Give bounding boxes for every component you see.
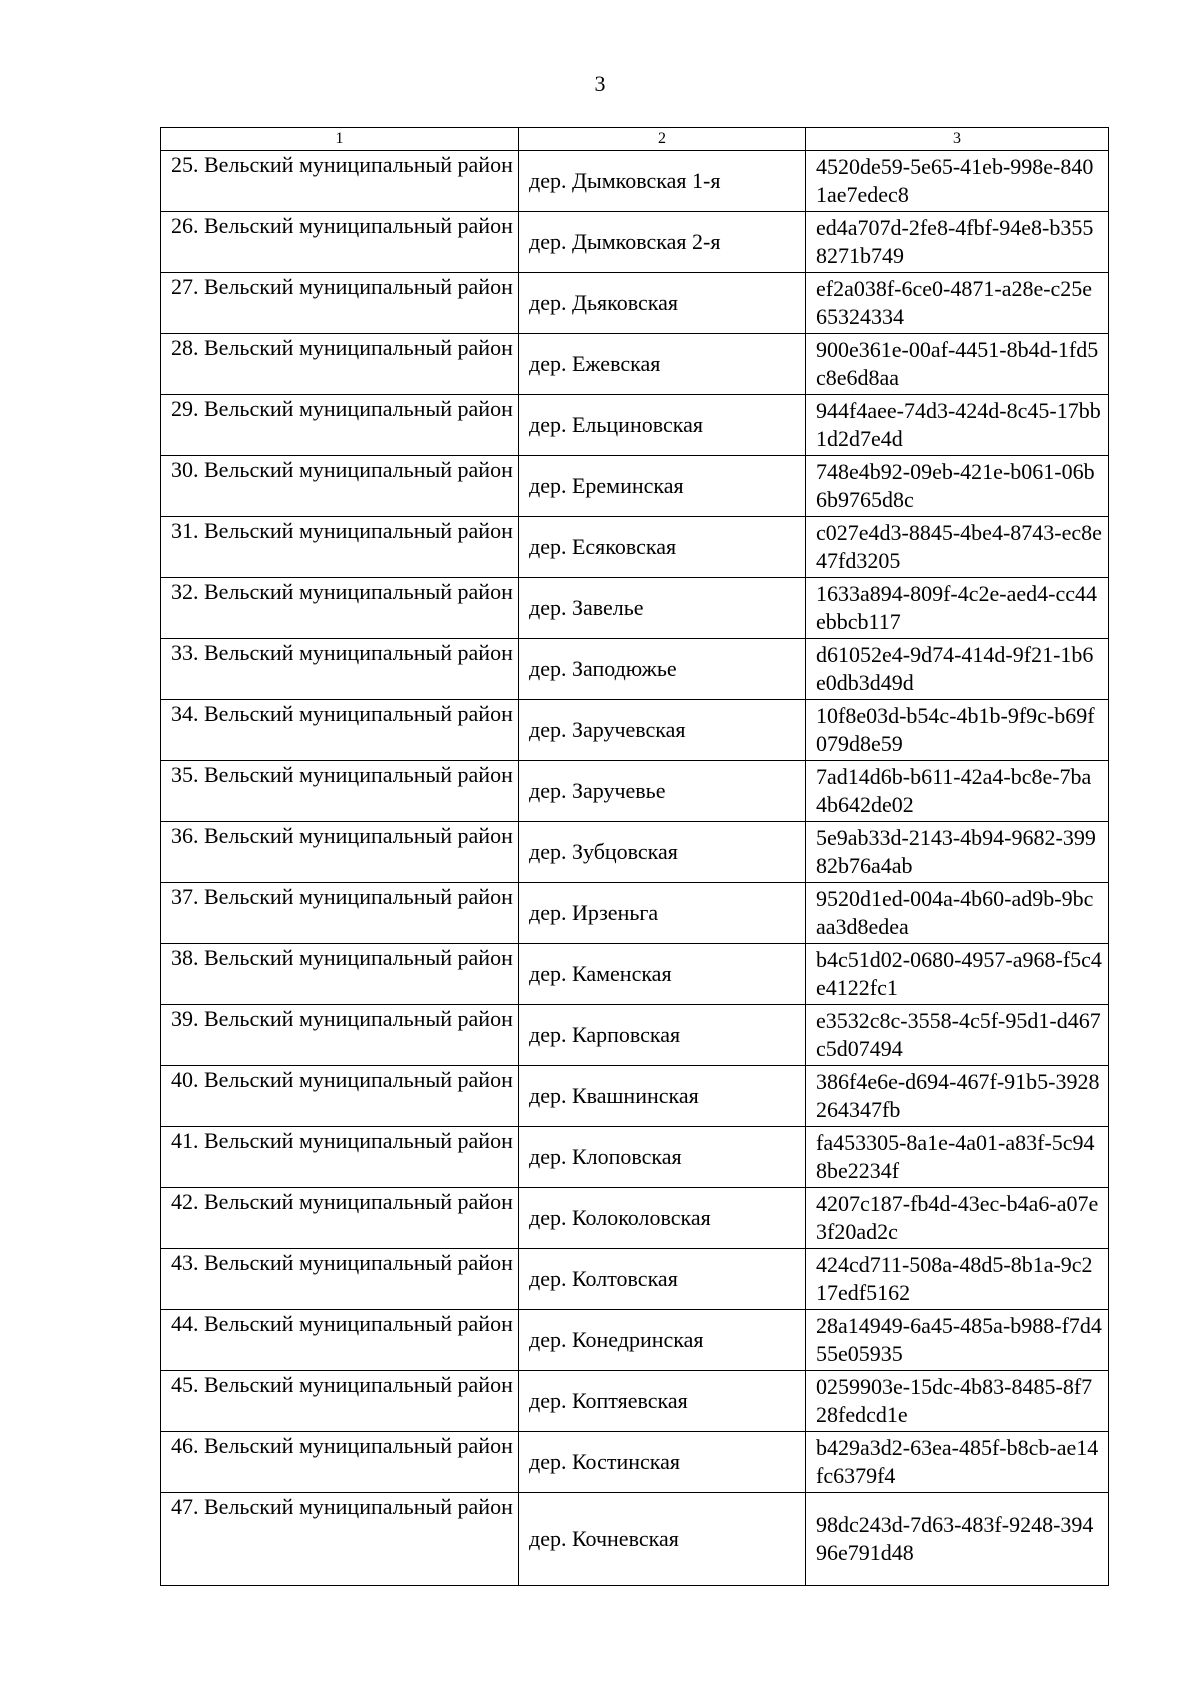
locality-cell: дер. Каменская — [519, 944, 806, 1005]
column-header-1: 1 — [161, 128, 519, 151]
fias-code-cell: 386f4e6e-d694-467f-91b5-3928264347fb — [806, 1066, 1109, 1127]
locality-cell: дер. Есяковская — [519, 517, 806, 578]
table-row — [161, 456, 1109, 517]
locality-cell: дер. Заручевская — [519, 700, 806, 761]
table-row — [161, 1310, 1109, 1371]
table-row — [161, 822, 1109, 883]
table-row — [161, 1371, 1109, 1432]
table-row — [161, 212, 1109, 273]
district-cell: 38. Вельский муниципальный район — [161, 944, 519, 1005]
fias-code-cell: 1633a894-809f-4c2e-aed4-cc44ebbcb117 — [806, 578, 1109, 639]
locality-cell: дер. Ежевская — [519, 334, 806, 395]
locality-cell: дер. Костинская — [519, 1432, 806, 1493]
table-row — [161, 517, 1109, 578]
fias-code-cell: c027e4d3-8845-4be4-8743-ec8e47fd3205 — [806, 517, 1109, 578]
locality-cell: дер. Зубцовская — [519, 822, 806, 883]
locality-cell: дер. Кочневская — [519, 1493, 806, 1586]
settlements-table — [160, 127, 1109, 1586]
locality-cell: дер. Ирзеньга — [519, 883, 806, 944]
district-cell: 46. Вельский муниципальный район — [161, 1432, 519, 1493]
locality-cell: дер. Конедринская — [519, 1310, 806, 1371]
locality-cell: дер. Дьяковская — [519, 273, 806, 334]
locality-cell: дер. Дымковская 2-я — [519, 212, 806, 273]
district-cell: 29. Вельский муниципальный район — [161, 395, 519, 456]
page-number: 3 — [594, 71, 606, 96]
district-cell: 35. Вельский муниципальный район — [161, 761, 519, 822]
fias-code-cell: b429a3d2-63ea-485f-b8cb-ae14fc6379f4 — [806, 1432, 1109, 1493]
fias-code-cell: 424cd711-508a-48d5-8b1a-9c217edf5162 — [806, 1249, 1109, 1310]
table-row — [161, 395, 1109, 456]
column-header-3: 3 — [806, 128, 1109, 151]
fias-code-cell: 0259903e-15dc-4b83-8485-8f728fedcd1e — [806, 1371, 1109, 1432]
column-number-row — [161, 128, 1109, 151]
locality-cell: дер. Дымковская 1-я — [519, 151, 806, 212]
locality-cell: дер. Квашнинская — [519, 1066, 806, 1127]
column-header-2: 2 — [519, 128, 806, 151]
fias-code-cell: 4207c187-fb4d-43ec-b4a6-a07e3f20ad2c — [806, 1188, 1109, 1249]
fias-code-cell: 9520d1ed-004a-4b60-ad9b-9bcaa3d8edea — [806, 883, 1109, 944]
district-cell: 27. Вельский муниципальный район — [161, 273, 519, 334]
district-cell: 42. Вельский муниципальный район — [161, 1188, 519, 1249]
table-row — [161, 1188, 1109, 1249]
table-row — [161, 1432, 1109, 1493]
fias-code-cell: 5e9ab33d-2143-4b94-9682-39982b76a4ab — [806, 822, 1109, 883]
district-cell: 37. Вельский муниципальный район — [161, 883, 519, 944]
table-row — [161, 700, 1109, 761]
district-cell: 26. Вельский муниципальный район — [161, 212, 519, 273]
table-row — [161, 1249, 1109, 1310]
fias-code-cell: 98dc243d-7d63-483f-9248-39496e791d48 — [806, 1493, 1109, 1586]
fias-code-cell: ef2a038f-6ce0-4871-a28e-c25e65324334 — [806, 273, 1109, 334]
district-cell: 25. Вельский муниципальный район — [161, 151, 519, 212]
district-cell: 43. Вельский муниципальный район — [161, 1249, 519, 1310]
fias-code-cell: fa453305-8a1e-4a01-a83f-5c948be2234f — [806, 1127, 1109, 1188]
district-cell: 32. Вельский муниципальный район — [161, 578, 519, 639]
fias-code-cell: 748e4b92-09eb-421e-b061-06b6b9765d8c — [806, 456, 1109, 517]
table-row — [161, 761, 1109, 822]
district-cell: 47. Вельский муниципальный район — [161, 1493, 519, 1586]
district-cell: 33. Вельский муниципальный район — [161, 639, 519, 700]
locality-cell: дер. Колоколовская — [519, 1188, 806, 1249]
locality-cell: дер. Заподюжье — [519, 639, 806, 700]
fias-code-cell: 28a14949-6a45-485a-b988-f7d455e05935 — [806, 1310, 1109, 1371]
locality-cell: дер. Колтовская — [519, 1249, 806, 1310]
locality-cell: дер. Завелье — [519, 578, 806, 639]
locality-cell: дер. Карповская — [519, 1005, 806, 1066]
district-cell: 36. Вельский муниципальный район — [161, 822, 519, 883]
table-row — [161, 1066, 1109, 1127]
table-row — [161, 334, 1109, 395]
district-cell: 44. Вельский муниципальный район — [161, 1310, 519, 1371]
district-cell: 41. Вельский муниципальный район — [161, 1127, 519, 1188]
table-row — [161, 883, 1109, 944]
fias-code-cell: 900e361e-00af-4451-8b4d-1fd5c8e6d8aa — [806, 334, 1109, 395]
locality-cell: дер. Клоповская — [519, 1127, 806, 1188]
fias-code-cell: 944f4aee-74d3-424d-8c45-17bb1d2d7e4d — [806, 395, 1109, 456]
fias-code-cell: 7ad14d6b-b611-42a4-bc8e-7ba4b642de02 — [806, 761, 1109, 822]
fias-code-cell: 10f8e03d-b54c-4b1b-9f9c-b69f079d8e59 — [806, 700, 1109, 761]
table-row — [161, 578, 1109, 639]
district-cell: 30. Вельский муниципальный район — [161, 456, 519, 517]
district-cell: 45. Вельский муниципальный район — [161, 1371, 519, 1432]
locality-cell: дер. Заручевье — [519, 761, 806, 822]
table-row — [161, 1127, 1109, 1188]
table-row — [161, 944, 1109, 1005]
locality-cell: дер. Ельциновская — [519, 395, 806, 456]
table-row — [161, 1005, 1109, 1066]
district-cell: 34. Вельский муниципальный район — [161, 700, 519, 761]
fias-code-cell: e3532c8c-3558-4c5f-95d1-d467c5d07494 — [806, 1005, 1109, 1066]
locality-cell: дер. Ереминская — [519, 456, 806, 517]
fias-code-cell: b4c51d02-0680-4957-a968-f5c4e4122fc1 — [806, 944, 1109, 1005]
table-row — [161, 1493, 1109, 1586]
table-row — [161, 639, 1109, 700]
fias-code-cell: d61052e4-9d74-414d-9f21-1b6e0db3d49d — [806, 639, 1109, 700]
district-cell: 31. Вельский муниципальный район — [161, 517, 519, 578]
table-row — [161, 151, 1109, 212]
locality-cell: дер. Коптяевская — [519, 1371, 806, 1432]
district-cell: 40. Вельский муниципальный район — [161, 1066, 519, 1127]
table-row — [161, 273, 1109, 334]
fias-code-cell: 4520de59-5e65-41eb-998e-8401ae7edec8 — [806, 151, 1109, 212]
district-cell: 28. Вельский муниципальный район — [161, 334, 519, 395]
district-cell: 39. Вельский муниципальный район — [161, 1005, 519, 1066]
fias-code-cell: ed4a707d-2fe8-4fbf-94e8-b3558271b749 — [806, 212, 1109, 273]
